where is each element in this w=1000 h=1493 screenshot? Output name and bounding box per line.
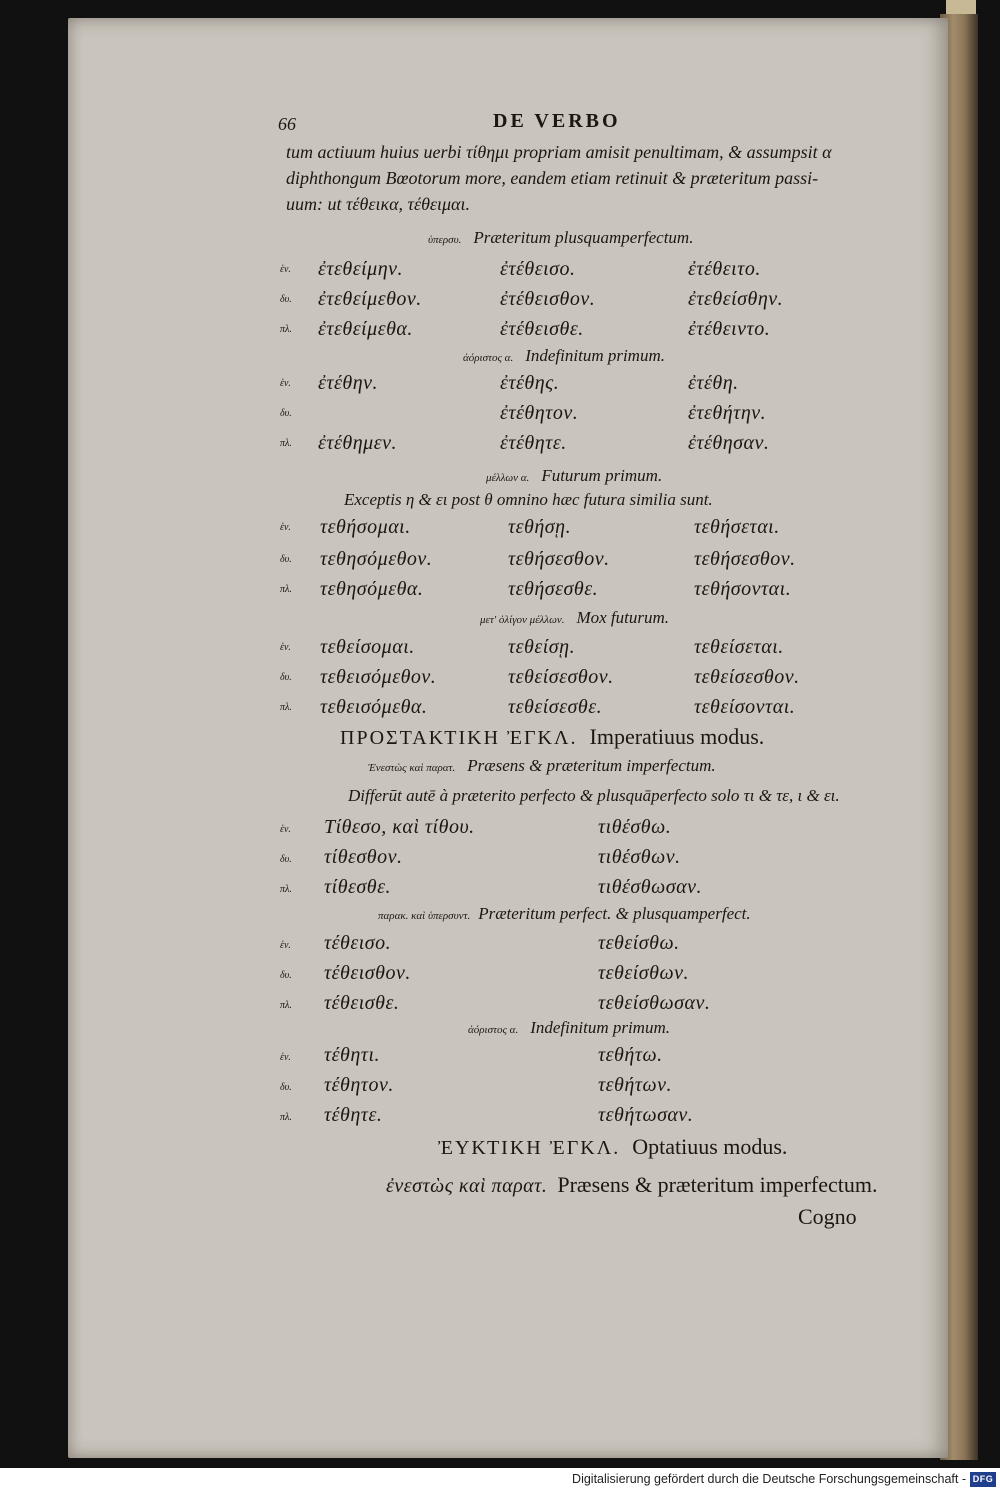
form-cell: ἐτέθεισθον. bbox=[500, 288, 596, 310]
section-heading-latin: Indefinitum primum. bbox=[525, 346, 665, 365]
section-heading bbox=[480, 608, 669, 628]
section-heading-latin: Futurum primum. bbox=[541, 466, 663, 485]
row-label: πλ. bbox=[280, 702, 292, 713]
form-cell: ἐτέθεισο. bbox=[500, 258, 576, 280]
form-cell: τεθήσονται. bbox=[694, 578, 792, 600]
mood-subheading bbox=[386, 1172, 878, 1198]
form-cell: ἐτεθείμεθα. bbox=[318, 318, 413, 340]
form-cell: ἐτέθη. bbox=[688, 372, 739, 394]
form-cell: τεθείσῃ. bbox=[508, 636, 576, 658]
form-cell: ἐτέθεισθε. bbox=[500, 318, 584, 340]
row-label: ἑν. bbox=[280, 824, 291, 835]
row-label: ἑν. bbox=[280, 378, 291, 389]
row-label: ἑν. bbox=[280, 264, 291, 275]
form-cell: τεθείσονται. bbox=[694, 696, 796, 718]
section-heading bbox=[486, 466, 662, 486]
form-cell: ἐτέθην. bbox=[318, 372, 379, 394]
mood-title-latin: Optatiuus modus. bbox=[632, 1134, 788, 1159]
mood-subheading-greek: Ἐνεστὼς καὶ παρατ. bbox=[368, 762, 456, 774]
row-label: πλ. bbox=[280, 1112, 292, 1123]
form-cell: τέθητε. bbox=[324, 1104, 383, 1126]
form-cell: τιθέσθωσαν. bbox=[598, 876, 702, 898]
form-cell: τεθείσεσθον. bbox=[508, 666, 614, 688]
intro-line-2: diphthongum Bœotorum more, eandem etiam retinuit & præteritum passi- bbox=[286, 168, 819, 188]
form-cell: τεθήτων. bbox=[598, 1074, 672, 1096]
row-label: πλ. bbox=[280, 884, 292, 895]
form-cell: ἐτεθείμεθον. bbox=[318, 288, 422, 310]
section-heading bbox=[468, 1018, 670, 1038]
section-note: Exceptis η & ει post θ omnino hæc futura similia sunt. bbox=[344, 490, 713, 509]
form-cell: τέθεισο. bbox=[324, 932, 392, 954]
row-label: ἑν. bbox=[280, 642, 291, 653]
footer-bar bbox=[0, 1468, 1000, 1493]
section-heading-latin: Indefinitum primum. bbox=[530, 1018, 670, 1037]
row-label: ἑν. bbox=[280, 940, 291, 951]
mood-title bbox=[340, 724, 764, 750]
mood-subheading bbox=[368, 756, 716, 776]
form-cell: ἐτέθητον. bbox=[500, 402, 579, 424]
form-cell: τεθείσθων. bbox=[598, 962, 689, 984]
mood-note: Differūt autē à præterito perfecto & plusquāperfecto solo τι & τε, ι & ει. bbox=[348, 786, 840, 805]
form-cell: τιθέσθω. bbox=[598, 816, 672, 838]
row-label: πλ. bbox=[280, 438, 292, 449]
page-number: 66 bbox=[278, 114, 296, 134]
section-heading-greek: παρακ. καὶ ὑπερσυντ. bbox=[378, 910, 471, 922]
form-cell: τεθείσεσθον. bbox=[694, 666, 800, 688]
section-heading bbox=[463, 346, 665, 366]
form-cell: τίθεσθον. bbox=[324, 846, 403, 868]
row-label: πλ. bbox=[280, 584, 292, 595]
form-cell: ἐτέθητε. bbox=[500, 432, 567, 454]
form-cell: ἐτεθείσθην. bbox=[688, 288, 784, 310]
form-cell: τεθείσομαι. bbox=[320, 636, 415, 658]
form-cell: τεθείσθωσαν. bbox=[598, 992, 711, 1014]
form-cell: τεθείσεται. bbox=[694, 636, 784, 658]
mood-title bbox=[438, 1134, 787, 1160]
form-cell: ἐτέθησαν. bbox=[688, 432, 770, 454]
dfg-logo: DFG bbox=[970, 1472, 996, 1487]
section-heading-greek: ἀόριστος α. bbox=[468, 1024, 519, 1036]
form-cell: ἐτέθειντο. bbox=[688, 318, 771, 340]
section-heading-greek: ὑπερσυ. bbox=[428, 234, 462, 246]
form-cell: τέθητι. bbox=[324, 1044, 380, 1066]
form-cell: τίθεσθε. bbox=[324, 876, 391, 898]
form-cell: ἐτέθης. bbox=[500, 372, 560, 394]
mood-title-greek: ΠΡΟΣΤΑΚΤΙΚΗ ἘΓΚΛ. bbox=[340, 727, 578, 749]
form-cell: ἐτεθήτην. bbox=[688, 402, 767, 424]
form-cell: τεθεισόμεθα. bbox=[320, 696, 428, 718]
section-heading-greek: ἀόριστος α. bbox=[463, 352, 514, 364]
form-cell: τεθήσεται. bbox=[694, 516, 780, 538]
form-cell: ἐτέθειτο. bbox=[688, 258, 761, 280]
form-cell: τεθήσεσθον. bbox=[694, 548, 796, 570]
form-cell: τεθείσθω. bbox=[598, 932, 680, 954]
section-heading-latin: Præteritum perfect. & plusquamperfect. bbox=[478, 904, 751, 923]
running-head: DE VERBO bbox=[493, 110, 621, 132]
form-cell: τεθήσεσθον. bbox=[508, 548, 610, 570]
row-label: πλ. bbox=[280, 1000, 292, 1011]
form-cell: ἐτεθείμην. bbox=[318, 258, 404, 280]
form-cell: τεθήσεσθε. bbox=[508, 578, 599, 600]
section-heading bbox=[378, 904, 751, 924]
form-cell: τιθέσθων. bbox=[598, 846, 681, 868]
form-cell: τέθεισθον. bbox=[324, 962, 411, 984]
form-cell: τεθήσομαι. bbox=[320, 516, 411, 538]
row-label: δυ. bbox=[280, 1082, 292, 1093]
mood-subheading-latin: Præsens & præteritum imperfectum. bbox=[557, 1172, 878, 1197]
form-cell: τεθήσῃ. bbox=[508, 516, 572, 538]
intro-line-1: tum actiuum huius uerbi τίθημι propriam amisit penultimam, & assumpsit α bbox=[286, 142, 832, 162]
row-label: δυ. bbox=[280, 408, 292, 419]
section-heading-latin: Mox futurum. bbox=[576, 608, 670, 627]
row-label: δυ. bbox=[280, 854, 292, 865]
form-cell: τεθήτω. bbox=[598, 1044, 663, 1066]
form-cell: τεθεισόμεθον. bbox=[320, 666, 437, 688]
catchword: Cogno bbox=[798, 1204, 857, 1229]
form-cell: τεθήτωσαν. bbox=[598, 1104, 694, 1126]
row-label: ἑν. bbox=[280, 522, 291, 533]
section-heading-greek: μετ' ὀλίγον μέλλων. bbox=[480, 614, 565, 626]
funding-notice: Digitalisierung gefördert durch die Deutsche Forschungsgemeinschaft - bbox=[572, 1472, 966, 1486]
row-label: ἑν. bbox=[280, 1052, 291, 1063]
intro-line-3: uum: ut τέθεικα, τέθειμαι. bbox=[286, 194, 471, 214]
book-page bbox=[68, 18, 948, 1458]
form-cell: Τίθεσο, καὶ τίθου. bbox=[324, 816, 475, 838]
mood-title-latin: Imperatiuus modus. bbox=[589, 724, 765, 749]
section-heading-greek: μέλλων α. bbox=[486, 472, 530, 484]
row-label: δυ. bbox=[280, 970, 292, 981]
form-cell: τεθησόμεθον. bbox=[320, 548, 433, 570]
row-label: πλ. bbox=[280, 324, 292, 335]
form-cell: τεθείσεσθε. bbox=[508, 696, 603, 718]
form-cell: ἐτέθημεν. bbox=[318, 432, 397, 454]
mood-subheading-latin: Præsens & præteritum imperfectum. bbox=[467, 756, 716, 775]
mood-subheading-greek: ἐνεστὼς καὶ παρατ. bbox=[386, 1175, 548, 1197]
form-cell: τέθεισθε. bbox=[324, 992, 400, 1014]
form-cell: τέθητον. bbox=[324, 1074, 394, 1096]
section-heading-latin: Præteritum plusquamperfectum. bbox=[473, 228, 694, 247]
mood-title-greek: ἘΥΚΤΙΚΗ ἘΓΚΛ. bbox=[438, 1137, 621, 1159]
row-label: δυ. bbox=[280, 294, 292, 305]
section-heading bbox=[428, 228, 693, 248]
row-label: δυ. bbox=[280, 672, 292, 683]
row-label: δυ. bbox=[280, 554, 292, 565]
form-cell: τεθησόμεθα. bbox=[320, 578, 424, 600]
